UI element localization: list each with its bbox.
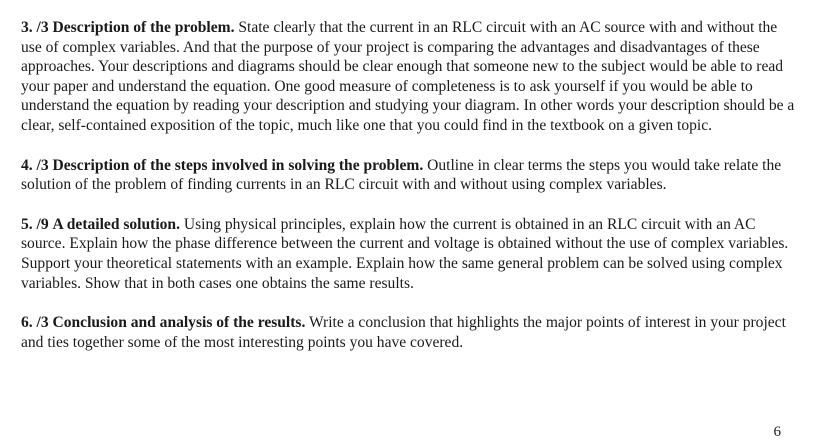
document-content <box>21 18 796 352</box>
section-heading: Description of the problem. <box>52 19 235 36</box>
section-conclusion <box>21 313 796 352</box>
section-number: 3. /3 <box>21 19 49 36</box>
page-number: 6 <box>773 424 781 440</box>
section-steps-involved <box>21 156 796 195</box>
section-detailed-solution <box>21 215 796 293</box>
section-body: State clearly that the current in an RLC circuit with an AC source with and without the use of complex variables. And that the purpose of your project is comparing the advantages and disadvantages of these approaches. Your descriptions and diagrams should be clear enough that someone new to the subject would be able to read your paper and understand the equation. One good measure of completeness is to ask yourself if you would be able to understand the equation by reading your description and studying your diagram. In other words your description should be a clear, self-contained exposition of the topic, much like one that you could find in the textbook on a given topic. <box>21 19 795 134</box>
section-description-of-problem <box>21 18 796 136</box>
section-body: Outline in clear terms the steps you would take relate the solution of the problem of finding currents in an RLC circuit with and without using complex variables. <box>21 156 782 194</box>
section-body: Write a conclusion that highlights the major points of interest in your project and ties together some of the most interesting points you have covered. <box>21 314 786 351</box>
section-heading: Conclusion and analysis of the results. <box>52 314 306 332</box>
section-number: 4. /3 <box>21 156 49 174</box>
section-number: 6. /3 <box>21 314 49 332</box>
section-number: 5. /9 <box>21 215 49 233</box>
section-heading: Description of the steps involved in solving the problem. <box>52 156 424 174</box>
section-body: Using physical principles, explain how the current is obtained in an RLC circuit with an AC source. Explain how the phase difference between the current and voltage is obtained without the use of complex variables. Support your theoretical statements with an example. Explain how the same general problem can be solved using complex variables. Show that in both cases one obtains the same results. <box>21 215 789 292</box>
section-heading: A detailed solution. <box>52 215 180 233</box>
